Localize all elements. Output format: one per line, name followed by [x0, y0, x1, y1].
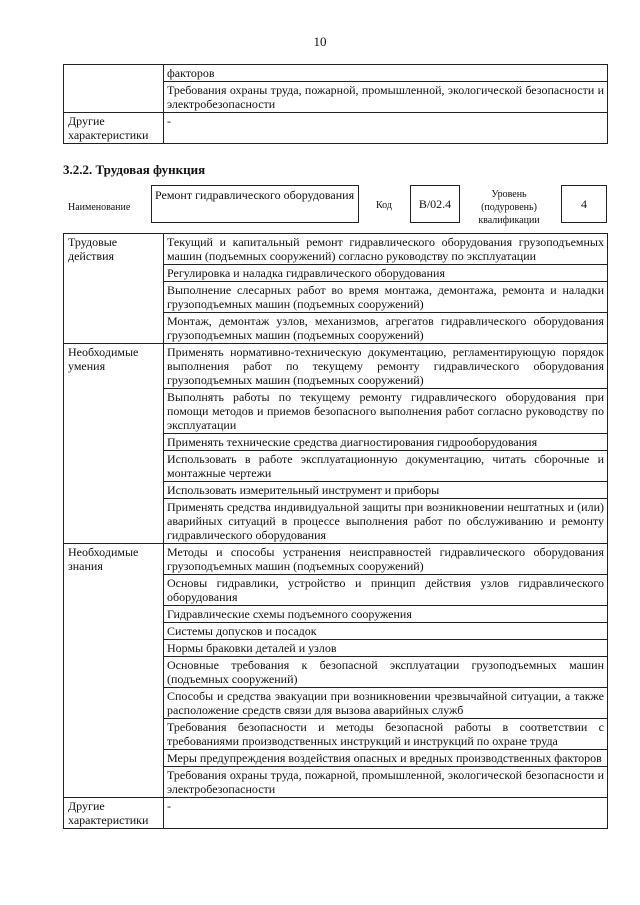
main-table-item: Требования охраны труда, пожарной, промышленной, экологической безопасности и электробезопасности — [164, 767, 608, 798]
main-table-item: - — [164, 798, 608, 829]
code-value: В/02.4 — [418, 197, 452, 211]
top-table-item: Требования охраны труда, пожарной, промышленной, экологической безопасности и электробезопасности — [164, 82, 608, 113]
table-row — [64, 234, 608, 265]
function-name-box — [151, 185, 359, 223]
main-table-label: Трудовые действия — [64, 234, 164, 344]
main-table-item: Текущий и капитальный ремонт гидравлического оборудования грузоподъемных машин (подъемных сооружений) согласно руководству по эксплуатации — [164, 234, 608, 265]
table-row — [64, 544, 608, 575]
level-box — [561, 185, 607, 223]
top-requirements-table — [63, 64, 608, 144]
level-label: Уровень (подуровень) квалификации — [478, 189, 540, 226]
main-table-item: Основы гидравлики, устройство и принцип действия узлов гидравлического оборудования — [164, 575, 608, 606]
top-table-label: Другие характеристики — [64, 113, 164, 144]
main-table-item: Монтаж, демонтаж узлов, механизмов, агрегатов гидравлического оборудования грузоподъемных машин (подъемных сооружений) — [164, 313, 608, 344]
main-table-item: Выполнять работы по текущему ремонту гидравлического оборудования при помощи методов и приемов безопасного выполнения работ согласно руководству по эксплуатации — [164, 389, 608, 434]
table-row — [64, 798, 608, 829]
main-table-item: Регулировка и наладка гидравлического оборудования — [164, 265, 608, 282]
page-number: 10 — [313, 34, 327, 49]
main-table-item: Основные требования к безопасной эксплуатации грузоподъемных машин (подъемных сооружений) — [164, 657, 608, 688]
main-table-item: Нормы браковки деталей и узлов — [164, 640, 608, 657]
main-table-item: Применять средства индивидуальной защиты при возникновении нештатных и (или) аварийных ситуаций в процессе выполнения работ по обслуживанию и ремонту гидравлического оборудования — [164, 499, 608, 544]
code-label: Код — [376, 200, 392, 211]
main-table-item: Использовать в работе эксплуатационную документацию, читать сборочные и монтажные чертежи — [164, 451, 608, 482]
main-table-item: Выполнение слесарных работ во время монтажа, демонтажа, ремонта и наладки грузоподъемных машин (подъемных сооружений) — [164, 282, 608, 313]
main-table-item: Требования безопасности и методы безопасной работы в соответствии с требованиями производственных инструкций и инструкций по охране труда — [164, 719, 608, 750]
table-row — [64, 344, 608, 389]
section-title: 3.2.2. Трудовая функция — [63, 162, 206, 177]
name-label: Наименование — [68, 202, 131, 213]
top-table-item: - — [164, 113, 608, 144]
labor-function-table — [63, 233, 608, 829]
top-table-label — [64, 65, 164, 113]
main-table-item: Методы и способы устранения неисправностей гидравлического оборудования грузоподъемных машин (подъемных сооружений) — [164, 544, 608, 575]
main-table-label: Другие характеристики — [64, 798, 164, 829]
code-box — [410, 185, 460, 223]
level-value: 4 — [581, 197, 587, 211]
main-table-item: Системы допусков и посадок — [164, 623, 608, 640]
table-row — [64, 113, 608, 144]
top-table-item: факторов — [164, 65, 608, 82]
main-table-item: Применять нормативно-техническую документацию, регламентирующую порядок выполнения работ по текущему ремонту гидравлического оборудования грузоподъемных машин (подъемных сооружений) — [164, 344, 608, 389]
main-table-item: Использовать измерительный инструмент и приборы — [164, 482, 608, 499]
main-table-label: Необходимые знания — [64, 544, 164, 798]
main-table-item: Применять технические средства диагностирования гидрооборудования — [164, 434, 608, 451]
function-name-value: Ремонт гидравлического оборудования — [155, 188, 355, 202]
main-table-item: Способы и средства эвакуации при возникновении чрезвычайной ситуации, а также расположение средств связи для вызова аварийных служб — [164, 688, 608, 719]
main-table-label: Необходимые умения — [64, 344, 164, 544]
main-table-item: Гидравлические схемы подъемного сооружения — [164, 606, 608, 623]
table-row — [64, 65, 608, 82]
main-table-item: Меры предупреждения воздействия опасных и вредных производственных факторов — [164, 750, 608, 767]
